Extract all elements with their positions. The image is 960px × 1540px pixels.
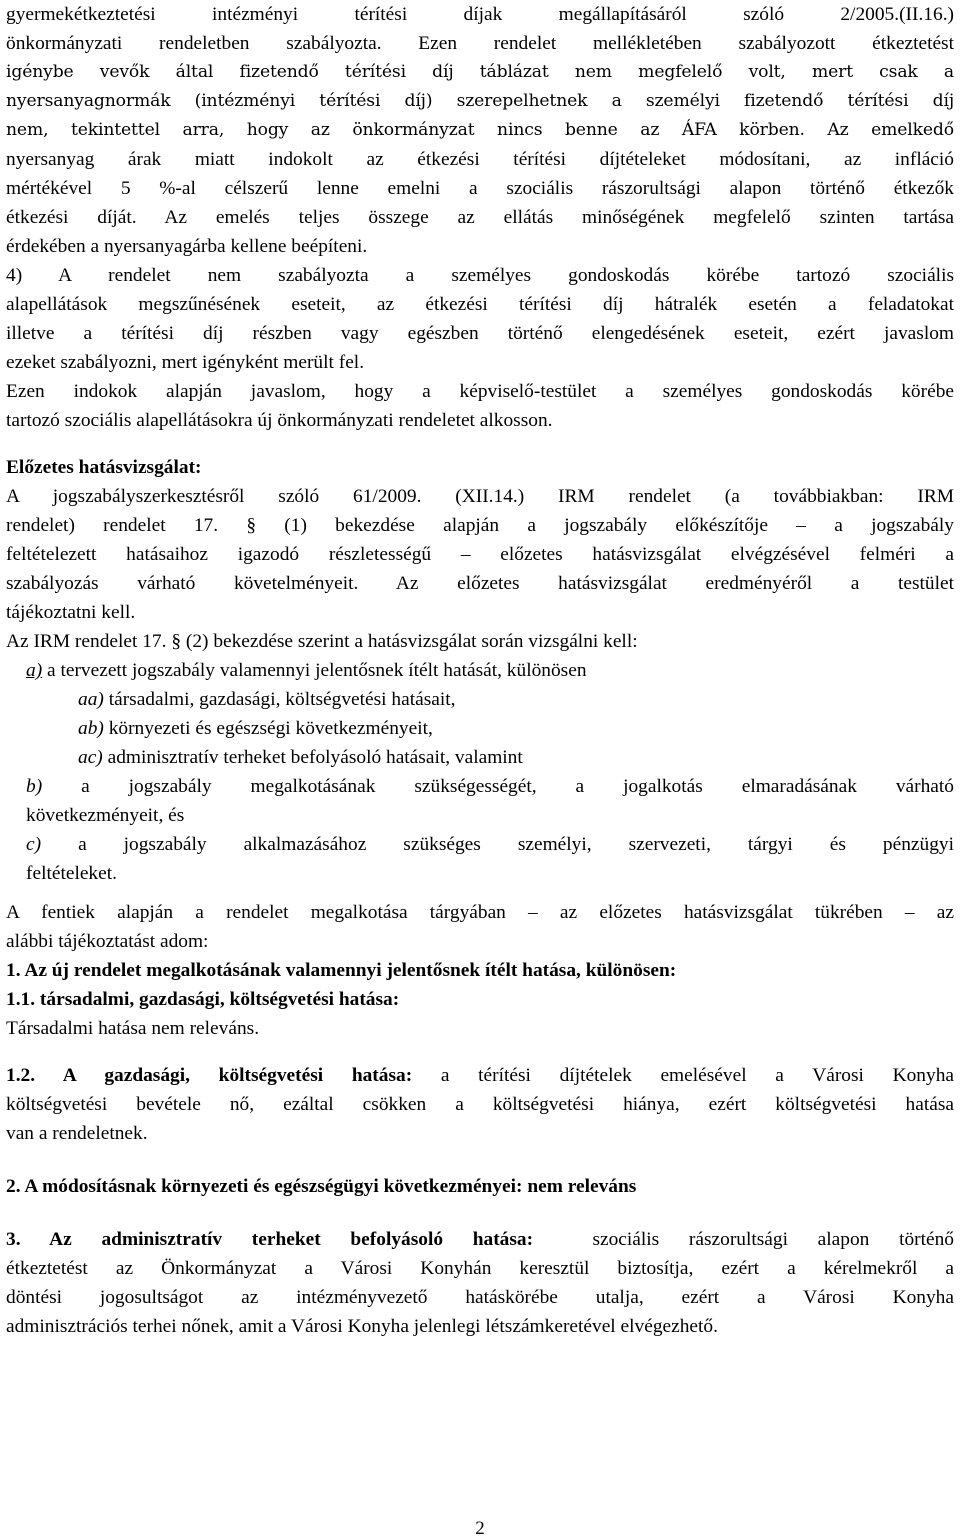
text-line: mértékével 5 %-al célszerű lenne emelni a szociális rászorultsági alapon történő étkezők bbox=[6, 178, 954, 199]
paragraph-proposal bbox=[6, 377, 954, 435]
list-item-text: társadalmi, gazdasági, költségvetési hatásait, bbox=[103, 689, 456, 710]
text-line: alapellátások megszűnésének eseteit, az étkezési térítési díj hátralék esetén a feladatokat bbox=[6, 294, 954, 315]
text-line: tájékoztatni kell. bbox=[6, 602, 136, 623]
section-heading-1: 1. Az új rendelet megalkotásának valamennyi jelentősnek ítélt hatása, különösen: bbox=[6, 960, 677, 981]
text-line: Az IRM rendelet 17. § (2) bekezdése szerint a hatásvizsgálat során vizsgálni kell: bbox=[6, 631, 638, 652]
text-line: Ezen indokok alapján javaslom, hogy a képviselő-testület a személyes gondoskodás körébe bbox=[6, 381, 954, 402]
section-1-2 bbox=[6, 1061, 954, 1148]
text-line: érdekében a nyersanyagárba kellene beépíteni. bbox=[6, 236, 368, 257]
text-line: van a rendeletnek. bbox=[6, 1123, 148, 1144]
text-line: Társadalmi hatása nem releváns. bbox=[6, 1018, 260, 1039]
text-span: szociális rászorultsági alapon történő bbox=[533, 1229, 954, 1250]
list-item-continuation: következményeit, és bbox=[26, 805, 185, 826]
text-line: illetve a térítési díj részben vagy egészben történő elengedésének eseteit, ezért javaslom bbox=[6, 323, 954, 344]
list-item-text: a jogszabály alkalmazásához szükséges személyi, szervezeti, tárgyi és pénzügyi bbox=[41, 834, 954, 855]
list-item bbox=[6, 656, 954, 685]
list-item bbox=[6, 743, 954, 772]
text-line: 4) A rendelet nem szabályozta a személyes gondoskodás körébe tartozó szociális bbox=[6, 265, 954, 286]
section-heading-1-2: 1.2. A gazdasági, költségvetési hatása: bbox=[6, 1065, 413, 1086]
text-line: igénybe vevők által fizetendő térítési díj táblázat nem megfelelő volt, mert csak a bbox=[6, 62, 954, 82]
paragraph-point-4 bbox=[6, 261, 954, 377]
text-line: tartozó szociális alapellátásokra új önkormányzati rendeletet alkosson. bbox=[6, 410, 553, 431]
text-line: A fentiek alapján a rendelet megalkotása tárgyában – az előzetes hatásvizsgálat tükrében – az bbox=[6, 902, 954, 923]
list-item-text: a tervezett jogszabály valamennyi jelentősnek ítélt hatását, különösen bbox=[42, 660, 587, 681]
list-item bbox=[6, 685, 954, 714]
text-line bbox=[6, 1225, 954, 1254]
list-marker: b) bbox=[26, 776, 43, 797]
list-item-continuation: feltételeket. bbox=[26, 863, 117, 884]
list-marker: a) bbox=[26, 660, 43, 681]
section-heading-2: 2. A módosításnak környezeti és egészségügyi következményei: nem releváns bbox=[6, 1176, 637, 1197]
text-line: döntési jogosultságot az intézményvezető hatáskörébe utalja, ezért a Városi Konyha bbox=[6, 1287, 954, 1308]
assessment-list bbox=[6, 656, 954, 888]
section-heading-3: 3. Az adminisztratív terheket befolyásoló hatása: bbox=[6, 1229, 534, 1250]
text-line: ezeket szabályozni, mert igényként merült fel. bbox=[6, 352, 365, 373]
paragraph-information bbox=[6, 898, 954, 956]
text-line: költségvetési bevétele nő, ezáltal csökken a költségvetési hiánya, ezért költségvetési hatása bbox=[6, 1094, 954, 1115]
text-line: étkeztetést az Önkormányzat a Városi Konyhán keresztül biztosítja, ezért a kérelmekről a bbox=[6, 1258, 954, 1279]
text-line: feltételezett hatásaihoz igazodó részletességű – előzetes hatásvizsgálat elvégzésével felméri a bbox=[6, 544, 954, 565]
text-line: szabályozás várható követelményeit. Az előzetes hatásvizsgálat eredményéről a testület bbox=[6, 573, 954, 594]
text-line: nyersanyag árak miatt indokolt az étkezési térítési díjtételeket módosítani, az infláció bbox=[6, 149, 954, 170]
section-3 bbox=[6, 1225, 954, 1341]
text-line: étkezési díját. Az emelés teljes összege az ellátás minőségének megfelelő szinten tartása bbox=[6, 207, 954, 228]
page-number: 2 bbox=[475, 1518, 485, 1539]
text-line: nyersanyagnormák (intézményi térítési díj) szerepelhetnek a személyi fizetendő térítési díj bbox=[6, 91, 954, 111]
list-item-text: adminisztratív terheket befolyásoló hatásait, valamint bbox=[102, 747, 523, 768]
list-item-text: környezeti és egészségi következményeit, bbox=[103, 718, 433, 739]
text-line: alábbi tájékoztatást adom: bbox=[6, 931, 209, 952]
list-item bbox=[6, 714, 954, 743]
list-marker: aa) bbox=[78, 689, 104, 710]
list-marker: c) bbox=[26, 834, 42, 855]
text-line: nem, tekintettel arra, hogy az önkormányzat nincs benne az ÁFA körben. Az emelkedő bbox=[6, 120, 954, 140]
list-item bbox=[6, 830, 954, 859]
text-line: A jogszabályszerkesztésről szóló 61/2009. (XII.14.) IRM rendelet (a továbbiakban: IRM bbox=[6, 486, 954, 507]
list-marker: ab) bbox=[78, 718, 104, 739]
text-line: adminisztrációs terhei nőnek, amit a Városi Konyha jelenlegi létszámkeretével elvégezhető. bbox=[6, 1316, 718, 1337]
text-line: rendelet) rendelet 17. § (1) bekezdése alapján a jogszabály előkészítője – a jogszabály bbox=[6, 515, 954, 536]
section-heading-impact-assessment: Előzetes hatásvizsgálat: bbox=[6, 457, 202, 478]
list-item-text: a jogszabály megalkotásának szükségességét, a jogalkotás elmaradásának várható bbox=[42, 776, 954, 797]
text-span: a térítési díjtételek emelésével a Városi Konyha bbox=[412, 1065, 954, 1086]
text-line bbox=[6, 1061, 954, 1090]
document-page bbox=[6, 0, 954, 1341]
paragraph-previous-regulation bbox=[6, 0, 954, 261]
paragraph-irm-decree bbox=[6, 482, 954, 627]
text-line: gyermekétkeztetési intézményi térítési díjak megállapításáról szóló 2/2005.(II.16.) bbox=[6, 4, 954, 25]
list-item bbox=[6, 772, 954, 801]
section-heading-1-1: 1.1. társadalmi, gazdasági, költségvetési hatása: bbox=[6, 989, 400, 1010]
list-marker: ac) bbox=[78, 747, 103, 768]
text-line: önkormányzati rendeletben szabályozta. Ezen rendelet mellékletében szabályozott étkeztetést bbox=[6, 33, 954, 54]
